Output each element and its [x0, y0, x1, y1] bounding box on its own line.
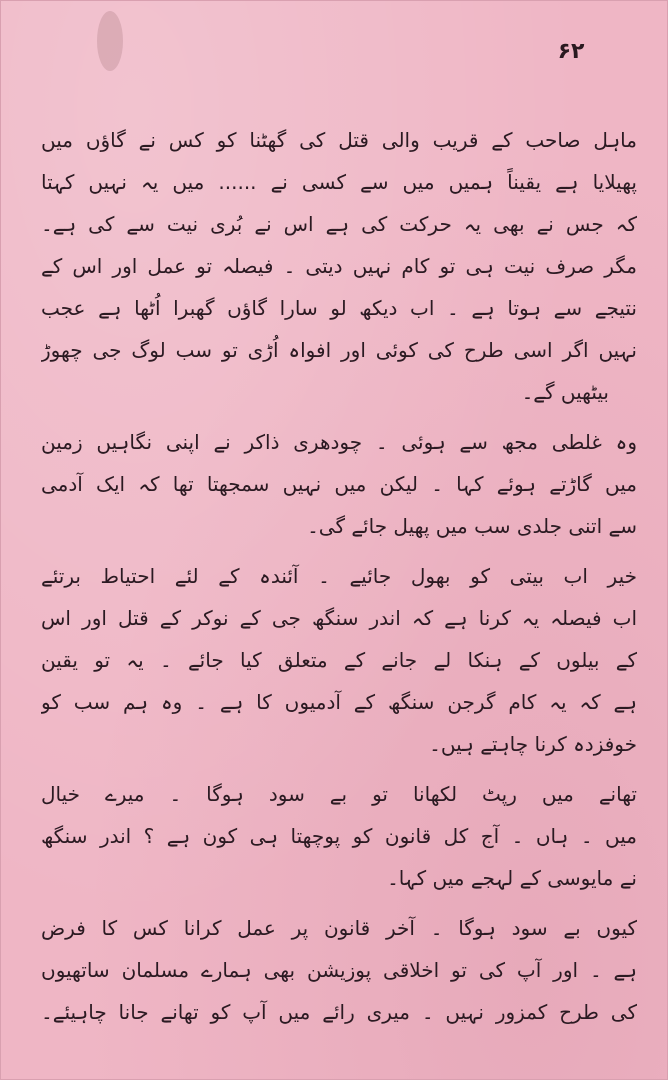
- text-line: اب فیصلہ یہ کرنا ہے کہ اندر سنگھ جی کے نوکر کے قتل اور اس: [41, 606, 637, 630]
- text-line: نے مایوسی کے لہجے میں کہا۔: [387, 866, 637, 890]
- text-line: وہ غلطی مجھ سے ہوئی ۔ چودھری ذاکر نے اپنی نگاہیں زمین: [41, 430, 637, 454]
- text-line: مگر صرف نیت ہی تو کام نہیں دیتی ۔ فیصلہ تو عمل اور اس کے: [41, 254, 637, 278]
- paragraph-1: [41, 119, 637, 413]
- text-line: میں گاڑتے ہوئے کہا ۔ لیکن میں نہیں سمجھتا تھا کہ ایک آدمی: [41, 472, 637, 496]
- text-line: میں ۔ ہاں ۔ آج کل قانون کو پوچھتا ہی کون ہے ؟ اندر سنگھ: [41, 824, 637, 848]
- text-line: تھانے میں رپٹ لکھانا تو بے سود ہوگا ۔ میرے خیال: [41, 782, 637, 806]
- text-line: کیوں بے سود ہوگا ۔ آخر قانون پر عمل کرانا کس کا فرض: [41, 916, 637, 940]
- paragraph-4: [41, 773, 637, 899]
- text-line: بیٹھیں گے۔: [521, 380, 609, 404]
- text-line: ہے کہ یہ کام گرجن سنگھ کے آدمیوں کا ہے ۔ وہ ہم سب کو: [41, 690, 637, 714]
- text-line: کہ جس نے بھی یہ حرکت کی ہے اس نے بُری نیت سے کی ہے۔: [41, 212, 637, 236]
- text-line: سے اتنی جلدی سب میں پھیل جائے گی۔: [307, 514, 637, 538]
- text-line: خوفزدہ کرنا چاہتے ہیں۔: [429, 732, 637, 756]
- ink-smudge: [97, 11, 123, 71]
- text-line: پھیلایا ہے یقیناً ہمیں میں سے کسی نے ...... میں یہ نہیں کہتا: [41, 170, 637, 194]
- paragraph-3: [41, 555, 637, 765]
- text-line: نہیں اگر اسی طرح کی کوئی اور افواہ اُڑی تو سب لوگ جی چھوڑ: [41, 338, 637, 362]
- text-line: نتیجے سے ہوتا ہے ۔ اب دیکھ لو سارا گاؤں گھبرا اُٹھا ہے عجب: [41, 296, 637, 320]
- page-number: ۶۲: [557, 39, 585, 64]
- text-line: خیر اب بیتی کو بھول جائیے ۔ آئندہ کے لئے احتیاط برتئے: [41, 564, 637, 588]
- text-line: ہے ۔ اور آپ کی تو اخلاقی پوزیشن بھی ہمارے مسلمان ساتھیوں: [41, 958, 637, 982]
- paragraph-2: [41, 421, 637, 547]
- text-line: کے بیلوں کے ہنکا لے جانے کے متعلق کیا جائے ۔ یہ تو یقین: [41, 648, 637, 672]
- page-text: [41, 119, 637, 1041]
- text-line: ماہل صاحب کے قریب والی قتل کی گھٹنا کو کس نے گاؤں میں: [41, 128, 637, 152]
- paragraph-5: [41, 907, 637, 1033]
- text-line: کی طرح کمزور نہیں ۔ میری رائے میں آپ کو تھانے جانا چاہیئے۔: [41, 1000, 637, 1024]
